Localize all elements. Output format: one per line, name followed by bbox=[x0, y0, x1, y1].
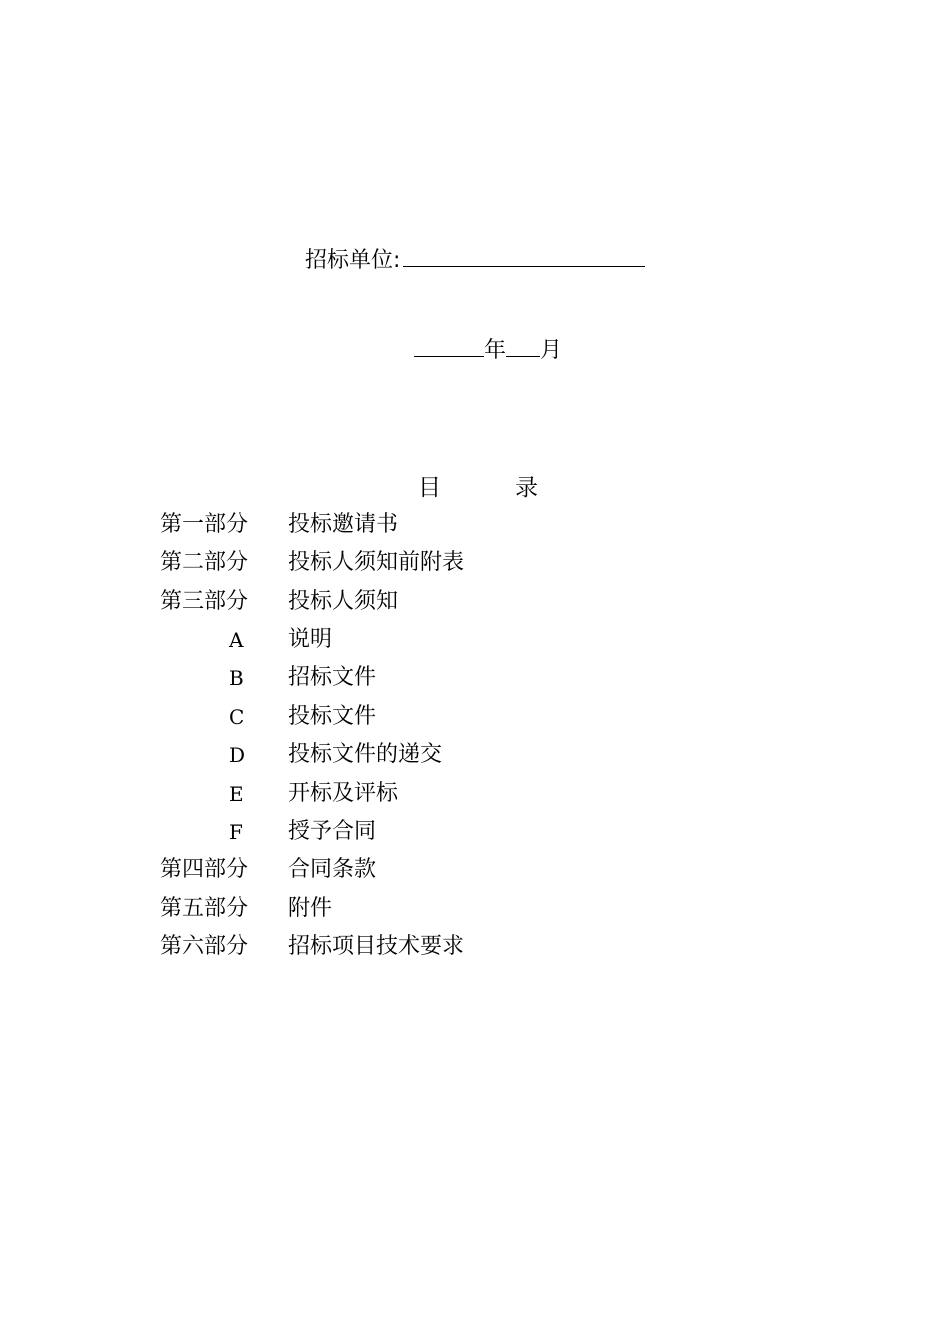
toc-text: 投标文件 bbox=[288, 704, 377, 729]
toc-title-right: 录 bbox=[515, 475, 538, 501]
month-char: 月 bbox=[540, 338, 563, 363]
toc-part: 第六部分 bbox=[160, 934, 249, 959]
toc-letter: F bbox=[229, 820, 243, 844]
bidding-unit-line bbox=[305, 246, 645, 274]
toc-part: 第一部分 bbox=[160, 512, 249, 537]
toc-row bbox=[0, 512, 950, 542]
toc-text: 说明 bbox=[288, 627, 333, 652]
toc-part: 第四部分 bbox=[160, 857, 249, 882]
toc-row bbox=[0, 857, 950, 887]
toc-text: 招标文件 bbox=[288, 665, 377, 690]
toc-text: 合同条款 bbox=[288, 857, 377, 882]
toc-part: 第二部分 bbox=[160, 550, 249, 575]
toc-row bbox=[0, 627, 950, 657]
toc-part: 第五部分 bbox=[160, 896, 249, 921]
toc-text: 附件 bbox=[288, 896, 333, 921]
toc-row bbox=[0, 589, 950, 619]
toc-text: 招标项目技术要求 bbox=[288, 934, 465, 959]
toc-text: 授予合同 bbox=[288, 819, 377, 844]
toc-title-left: 目 bbox=[418, 475, 441, 501]
toc-letter: E bbox=[229, 782, 244, 806]
year-char: 年 bbox=[484, 338, 507, 363]
toc-text: 投标邀请书 bbox=[288, 512, 399, 537]
toc-text: 投标文件的递交 bbox=[288, 742, 443, 767]
toc-part: 第三部分 bbox=[160, 589, 249, 614]
date-line bbox=[414, 336, 562, 364]
toc-row bbox=[0, 896, 950, 926]
toc-row bbox=[0, 665, 950, 695]
toc-letter: C bbox=[229, 705, 245, 729]
toc-letter: D bbox=[229, 743, 246, 767]
year-blank bbox=[414, 336, 484, 357]
bidding-unit-label: 招标单位: bbox=[305, 248, 401, 273]
bidding-unit-blank bbox=[403, 246, 645, 267]
toc-letter: B bbox=[229, 666, 244, 690]
toc-row bbox=[0, 934, 950, 964]
toc-text: 开标及评标 bbox=[288, 781, 399, 806]
toc-text: 投标人须知 bbox=[288, 589, 399, 614]
toc-row bbox=[0, 781, 950, 811]
toc-letter: A bbox=[229, 628, 244, 652]
toc-title bbox=[418, 475, 538, 501]
toc-row bbox=[0, 819, 950, 849]
month-blank bbox=[506, 336, 540, 357]
toc-row bbox=[0, 742, 950, 772]
toc-row bbox=[0, 550, 950, 580]
toc-row bbox=[0, 704, 950, 734]
toc-text: 投标人须知前附表 bbox=[288, 550, 465, 575]
